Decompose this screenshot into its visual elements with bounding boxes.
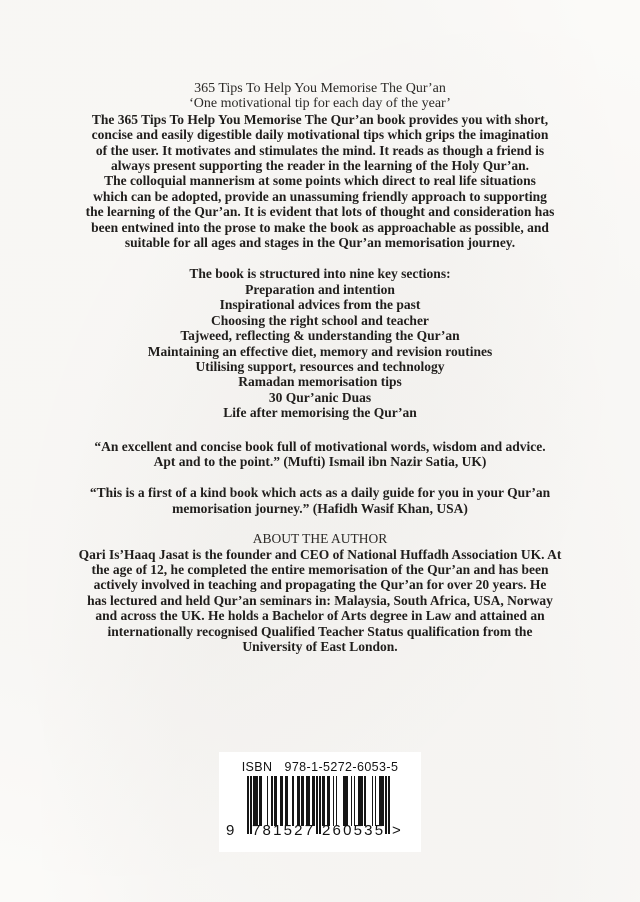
description-paragraph	[20, 112, 620, 251]
section-item: Life after memorising the Qur’an	[223, 405, 417, 421]
review-quote-line: Apt and to the point.” (Mufti) Ismail ibn Nazir Satia, UK)	[153, 453, 487, 469]
description-line: been entwined into the prose to make the book as approachable as possible, and	[91, 219, 549, 235]
review-quote-2	[20, 485, 620, 516]
isbn-number: 978-1-5272-6053-5	[284, 760, 399, 775]
book-subtitle: ‘One motivational tip for each day of the year’	[189, 96, 451, 112]
section-item: Inspirational advices from the past	[219, 297, 421, 313]
about-author-heading: ABOUT THE AUTHOR	[252, 531, 388, 547]
description-line: The colloquial mannerism at some points which direct to real life situations	[104, 173, 536, 189]
ean13-barcode	[225, 776, 415, 842]
section-item: Maintaining an effective diet, memory and revision routines	[147, 343, 493, 359]
about-author-paragraph	[20, 547, 620, 655]
about-author-line: and across the UK. He holds a Bachelor of Arts degree in Law and attained an	[95, 608, 545, 624]
section-item: 30 Qur’anic Duas	[268, 389, 372, 405]
section-item: Tajweed, reflecting & understanding the Qur’an	[180, 328, 460, 344]
book-title-block	[20, 81, 620, 112]
isbn-barcode-block	[219, 752, 421, 852]
description-line: always present supporting the reader in the learning of the Holy Qur’an.	[110, 158, 529, 174]
barcode-trail-mark: >	[392, 822, 401, 840]
section-item: Preparation and intention	[245, 281, 395, 297]
about-author-line: University of East London.	[242, 639, 398, 654]
barcode-right-group: 260535	[322, 822, 386, 840]
review-quote-line: “This is a first of a kind book which acts as a daily guide for you in your Qur’an	[89, 485, 551, 501]
barcode-lead-digit: 9	[226, 822, 235, 840]
section-item: Utilising support, resources and technology	[195, 358, 445, 374]
description-line: concise and easily digestible daily motivational tips which grips the imagination	[91, 127, 549, 143]
isbn-label: ISBN	[241, 760, 273, 775]
description-line: of the user. It motivates and stimulates the mind. It reads as though a friend is	[95, 142, 545, 158]
about-author-line: the age of 12, he completed the entire memorisation of the Qur’an and has been	[91, 561, 549, 577]
description-line: The 365 Tips To Help You Memorise The Qur’an book provides you with short,	[91, 111, 549, 127]
about-author-line: internationally recognised Qualified Teacher Status qualification from the	[107, 623, 533, 639]
about-author-line: actively involved in teaching and propagating the Qur’an for over 20 years. He	[93, 577, 547, 593]
review-quote-line: memorisation journey.” (Hafidh Wasif Khan, USA)	[172, 500, 468, 516]
section-item: Ramadan memorisation tips	[238, 374, 402, 390]
barcode-left-group: 781527	[252, 822, 316, 840]
section-item: The book is structured into nine key sections:	[189, 266, 451, 282]
about-author-line: has lectured and held Qur’an seminars in: Malaysia, South Africa, USA, Norway	[87, 592, 553, 608]
about-author-section	[20, 531, 620, 654]
section-item: Choosing the right school and teacher	[211, 312, 429, 328]
review-quote-line: “An excellent and concise book full of motivational words, wisdom and advice.	[94, 438, 546, 454]
isbn-text	[219, 760, 421, 774]
description-line: which can be adopted, provide an unassuming friendly approach to supporting	[93, 188, 547, 204]
description-line: the learning of the Qur’an. It is evident that lots of thought and consideration has	[85, 204, 555, 220]
key-sections-list	[20, 266, 620, 420]
description-line: suitable for all ages and stages in the Qur’an memorisation journey.	[124, 235, 516, 251]
book-title: 365 Tips To Help You Memorise The Qur’an	[194, 81, 446, 96]
review-quote-1	[20, 439, 620, 470]
about-author-line: Qari Is’Haaq Jasat is the founder and CEO of National Huffadh Association UK. At	[78, 546, 562, 562]
